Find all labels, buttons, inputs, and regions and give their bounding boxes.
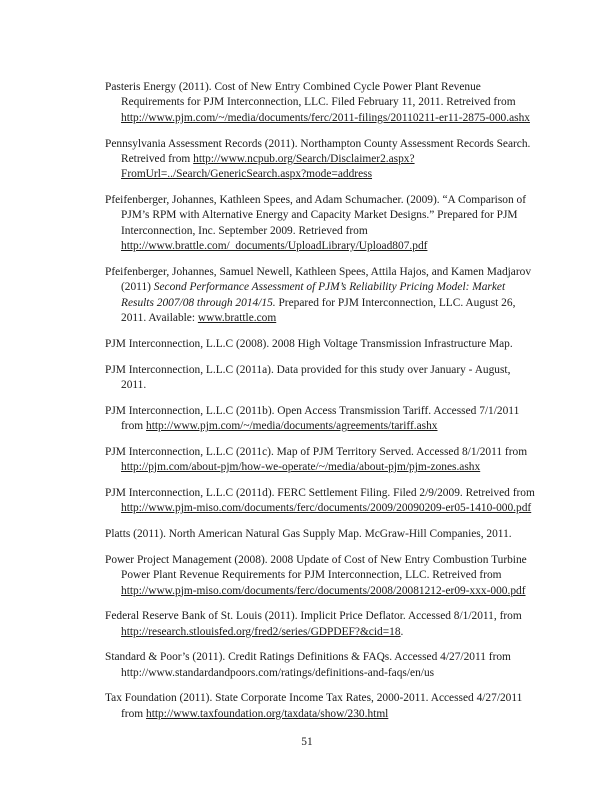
reference-entry: Tax Foundation (2011). State Corporate Income Tax Rates, 2000-2011. Accessed 4/27/2011 from http://www.taxfoundation.org/taxdata/show/230.html: [105, 692, 523, 720]
reference-link[interactable]: http://www.brattle.com/_documents/UploadLibrary/Upload807.pdf: [121, 240, 428, 253]
reference-entry: PJM Interconnection, L.L.C (2011b). Open Access Transmission Tariff. Accessed 7/1/2011 from http://www.pjm.com/~/media/documents/agreements/tariff.ashx: [105, 404, 520, 433]
reference-link[interactable]: http://www.pjm.com/~/media/documents/ferc/2011-filings/20110211-er11-2875-000.ashx: [121, 111, 530, 124]
reference-link[interactable]: http://www.pjm.com/~/media/documents/agreements/tariff.ashx: [146, 420, 438, 433]
references-list: [105, 80, 535, 733]
reference-title: Second Performance Assessment of PJM’s Reliability Pricing Model: Market Results 2007/08 through 2014/15.: [121, 281, 506, 309]
reference-entry: Standard & Poor’s (2011). Credit Ratings Definitions & FAQs. Accessed 4/27/2011 from http://www.standardandpoors.com/ratings/definitions-and-faqs/en/us: [105, 651, 511, 679]
reference-entry: Power Project Management (2008). 2008 Update of Cost of New Entry Combustion Turbine Power Plant Revenue Requirements for PJM Interconnection, LLC. Retreived from http://www.pjm-miso.com/documents/ferc/documents/2008/20081212-er09-xxx-000.pdf: [105, 553, 527, 597]
reference-link[interactable]: www.brattle.com: [197, 312, 277, 325]
reference-entry: Pfeifenberger, Johannes, Kathleen Spees, and Adam Schumacher. (2009). “A Comparison of PJM’s RPM with Alternative Energy and Capacity Market Designs.” Prepared for PJM Interconnection, Inc. September 2009. Retrieved from http://www.brattle.com/_documents/UploadLibrary/Upload807.pdf: [105, 194, 526, 253]
reference-entry: Federal Reserve Bank of St. Louis (2011). Implicit Price Deflator. Accessed 8/1/2011, from http://research.stlouisfed.org/fred2/series/GDPDEF?&cid=18.: [105, 610, 522, 638]
reference-url: http://www.standardandpoors.com/ratings/definitions-and-faqs/en/us: [121, 666, 435, 679]
reference-link[interactable]: http://www.ncpub.org/Search/Disclaimer2.aspx?FromUrl=../Search/GenericSearch.aspx?mode=address: [121, 152, 415, 181]
reference-entry: Pfeifenberger, Johannes, Samuel Newell, Kathleen Spees, Attila Hajos, and Kamen Madjarov (2011) Second Performance Assessment of PJM’s Reliability Pricing Model: Market Results 2007/08 through 2014/15. Prepared for PJM Interconnection, LLC. August 26, 2011. Available: www.brattle.com: [105, 265, 532, 325]
reference-entry: PJM Interconnection, L.L.C (2011c). Map of PJM Territory Served. Accessed 8/1/2011 from http://pjm.com/about-pjm/how-we-operate/~/media/about-pjm/pjm-zones.ashx: [105, 445, 528, 474]
reference-entry: Pasteris Energy (2011). Cost of New Entry Combined Cycle Power Plant Revenue Requirements for PJM Interconnection, LLC. Filed February 11, 2011. Retreived from http://www.pjm.com/~/media/documents/ferc/2011-filings/20110211-er11-2875-000.ashx: [105, 81, 530, 124]
reference-link[interactable]: http://www.pjm-miso.com/documents/ferc/documents/2008/20081212-er09-xxx-000.pdf: [121, 584, 526, 597]
reference-entry: PJM Interconnection, L.L.C (2008). 2008 High Voltage Transmission Infrastructure Map.: [105, 337, 513, 350]
reference-entry: PJM Interconnection, L.L.C (2011d). FERC Settlement Filing. Filed 2/9/2009. Retreived from http://www.pjm-miso.com/documents/ferc/documents/2009/20090209-er05-1410-000.pdf: [105, 486, 535, 515]
reference-entry: Pennsylvania Assessment Records (2011). Northampton County Assessment Records Search. Retreived from http://www.ncpub.org/Search/Disclaimer2.aspx?FromUrl=../Search/GenericSearch.aspx?mode=address: [105, 137, 531, 181]
page-number: 51: [301, 736, 313, 748]
reference-link[interactable]: http://research.stlouisfed.org/fred2/series/GDPDEF?&cid=18: [121, 625, 401, 638]
reference-link[interactable]: http://pjm.com/about-pjm/how-we-operate/~/media/about-pjm/pjm-zones.ashx: [121, 461, 481, 474]
reference-entry: PJM Interconnection, L.L.C (2011a). Data provided for this study over January - August, 2011.: [105, 363, 511, 391]
reference-entry: Platts (2011). North American Natural Gas Supply Map. McGraw-Hill Companies, 2011.: [105, 528, 512, 541]
reference-link[interactable]: http://www.pjm-miso.com/documents/ferc/documents/2009/20090209-er05-1410-000.pdf: [121, 502, 532, 515]
reference-link[interactable]: http://www.taxfoundation.org/taxdata/show/230.html: [146, 707, 389, 720]
